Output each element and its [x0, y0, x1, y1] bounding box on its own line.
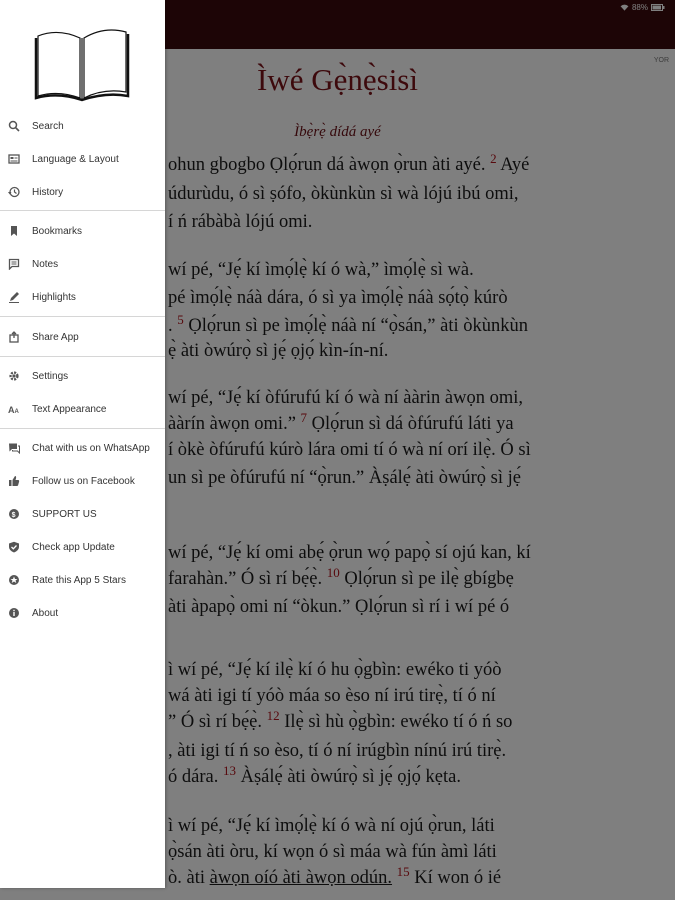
share-icon [8, 331, 20, 343]
menu-divider [0, 316, 165, 317]
svg-text:A: A [14, 409, 19, 415]
open-book-logo-icon [30, 26, 134, 106]
menu-item-text-appearance[interactable] [0, 397, 165, 421]
star-rate-icon [8, 574, 20, 586]
menu-item-label: Highlights [32, 291, 76, 303]
menu-item-label: SUPPORT US [32, 508, 97, 520]
menu-item-share-app[interactable] [0, 325, 165, 349]
menu-item-settings[interactable] [0, 364, 165, 388]
menu-item-language-layout[interactable] [0, 147, 165, 171]
menu-item-about[interactable] [0, 601, 165, 625]
menu-item-label: Notes [32, 258, 59, 270]
navigation-drawer [0, 0, 165, 888]
menu-item-support-us[interactable] [0, 502, 165, 526]
menu-item-label: History [32, 186, 64, 198]
notes-icon [8, 258, 20, 270]
highlight-pen-icon [8, 291, 20, 303]
thumbs-up-icon [8, 475, 20, 487]
update-check-icon [8, 541, 20, 553]
menu-item-label: Follow us on Facebook [32, 475, 135, 487]
menu-item-follow-us-on-facebook[interactable] [0, 469, 165, 493]
menu-item-highlights[interactable] [0, 285, 165, 309]
menu-item-label: Chat with us on WhatsApp [32, 442, 150, 454]
menu-item-label: Language & Layout [32, 153, 119, 165]
info-icon [8, 607, 20, 619]
history-icon [8, 186, 20, 198]
menu-item-bookmarks[interactable] [0, 219, 165, 243]
menu-divider [0, 210, 165, 211]
menu-item-label: Rate this App 5 Stars [32, 574, 126, 586]
menu-item-label: Search [32, 120, 64, 132]
menu-divider [0, 428, 165, 429]
support-coin-icon [8, 508, 20, 520]
svg-text:A: A [8, 405, 15, 415]
menu-item-rate-this-app-5-stars[interactable] [0, 568, 165, 592]
gear-icon [8, 370, 20, 382]
bookmark-icon [8, 225, 20, 237]
chat-icon [8, 442, 20, 454]
menu-item-chat-with-us-on-whatsapp[interactable] [0, 436, 165, 460]
menu-item-label: Check app Update [32, 541, 115, 553]
menu-item-label: Settings [32, 370, 69, 382]
menu-divider [0, 356, 165, 357]
text-appearance-icon [8, 403, 20, 415]
search-icon [8, 120, 20, 132]
menu-item-label: Text Appearance [32, 403, 107, 415]
language-layout-icon [8, 153, 20, 165]
svg-text:$: $ [11, 512, 16, 519]
menu-item-check-app-update[interactable] [0, 535, 165, 559]
menu-item-notes[interactable] [0, 252, 165, 276]
menu-item-label: About [32, 607, 59, 619]
menu-item-label: Bookmarks [32, 225, 83, 237]
menu-item-label: Share App [32, 331, 79, 343]
menu-item-history[interactable] [0, 180, 165, 204]
menu-item-search[interactable] [0, 114, 165, 138]
